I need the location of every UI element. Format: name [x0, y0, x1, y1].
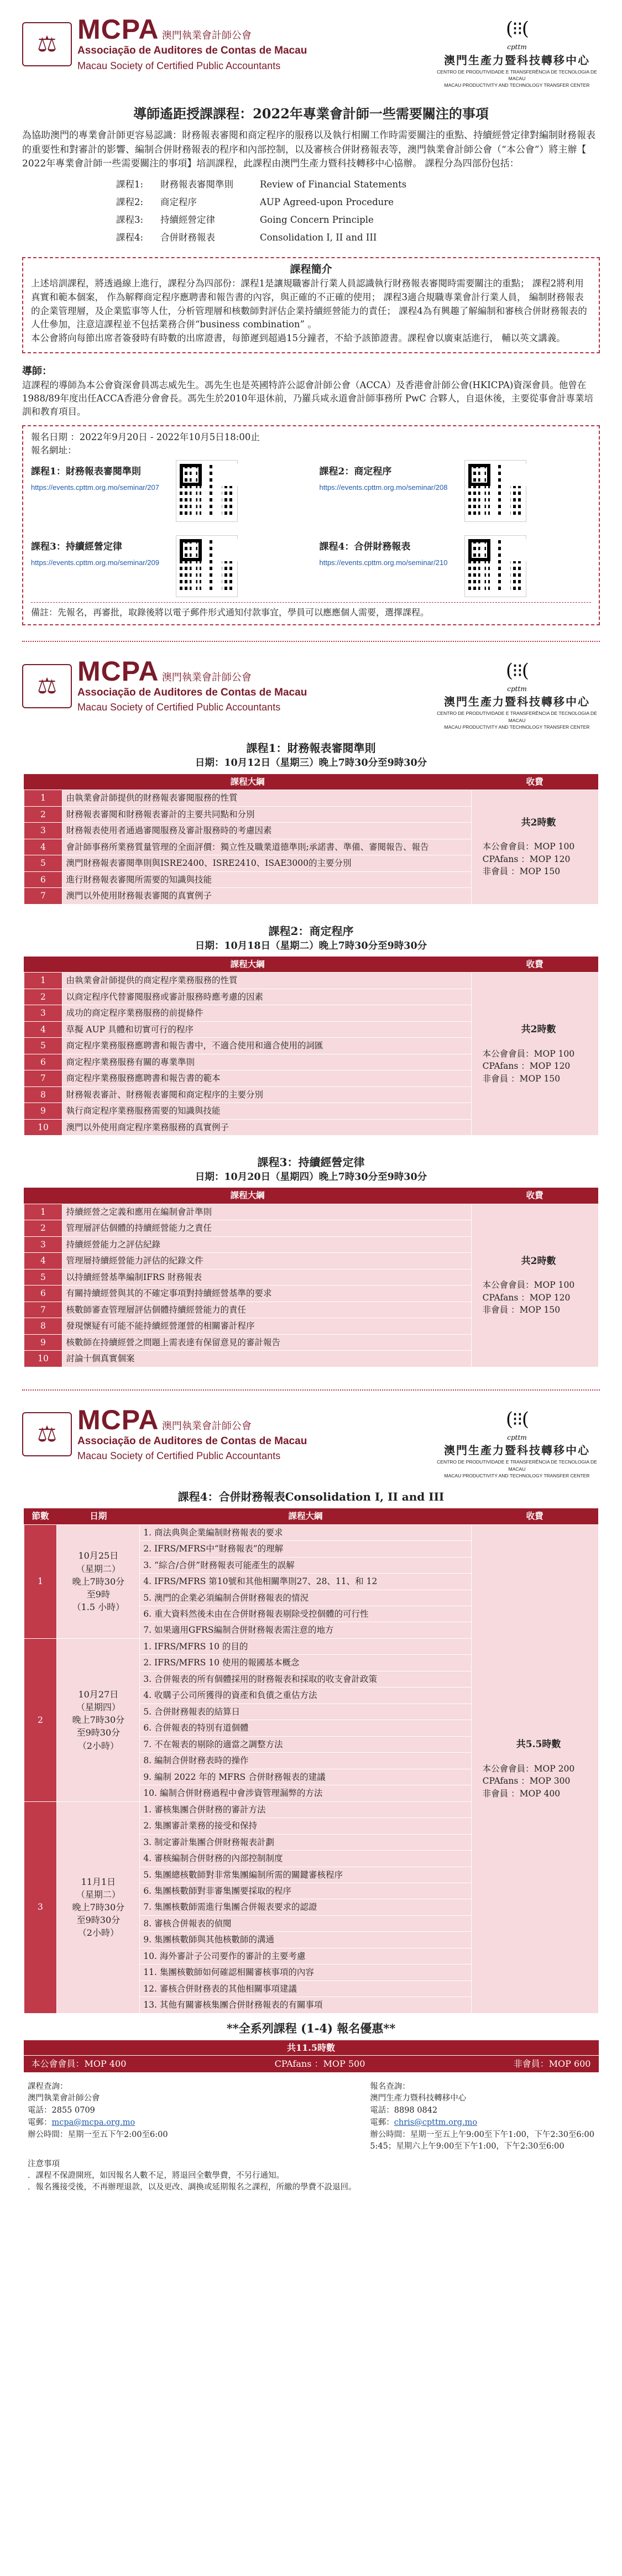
- table-row: 10. 海外審計子公司要作的審計的主要考慮: [24, 1948, 598, 1964]
- table-row: 7. 不在報表的剔除的適當之調整方法: [24, 1736, 598, 1752]
- table-row: 1 10月25日 （星期二） 晚上7時30分 至9時 （1.5 小時） 1. 商法典與企業編制財務報表的要求 共5.5時數 本公會會員：MOP 200 CPAfans ：MOP 300 非會員 ：MOP 400: [24, 1524, 598, 1540]
- overview-p2: 本公會將向每節出席者簽發時有時數的出席證書，每節遲到超過15分鐘者，不給予該節證書。課程會以廣東話進行， 輔以英文講義。: [31, 333, 566, 344]
- table-row: 5. 澳門的企業必須編制合併財務報表的情況: [24, 1590, 598, 1606]
- scales-icon: ⚖: [22, 1412, 72, 1456]
- reg-link-4[interactable]: https://events.cpttm.org.mo/seminar/210: [319, 558, 448, 567]
- remarks: 注意事項 ．課程不保證開班，如因報名人數不足，將退回全數學費，不另行通知。 ．報名獲接受後，不再辦理退款，以及更改、調換或延期報名之課程，所繳的學費不設退回。: [28, 2160, 357, 2192]
- email-link[interactable]: mcpa@mcpa.org.mo: [51, 2118, 135, 2127]
- table-row: 5 澳門財務報表審閱準則與ISRE2400、ISRE2410、ISAE3000的主要分別: [24, 855, 598, 871]
- qr-code-icon[interactable]: [176, 536, 237, 597]
- tutor-body: 這課程的導師為本公會資深會員馮志威先生。馮先生也是英國特許公認會計師公會（ACCA）及香港會計師公會(HKICPA)資深會員。他曾在1988/89年度出任ACCA香港分會會長。馮先生於2010年退休前，乃羅兵咸永道會計師事務所 PwC 合夥人，自退休後，主要從事會計專業培訓和教育項目。: [22, 379, 593, 417]
- table-row: 7 核數師審查管理層評估個體持續經營能力的責任: [24, 1302, 598, 1318]
- mcpa-en: Macau Society of Certified Public Accountants: [77, 60, 281, 71]
- course2-table: [24, 957, 599, 1136]
- table-row: 2 10月27日 （星期四） 晚上7時30分 至9時30分 （2小時） 1. IFRS/MFRS 10 的目的: [24, 1638, 598, 1654]
- table-row: 3. 制定審計集團合併財務報表計劃: [24, 1834, 598, 1850]
- table-row: 2 財務報表審閱和財務報表審計的主要共同點和分別: [24, 806, 598, 822]
- table-row: 6 有關持續經營與其的不確定事項對持續經營基準的要求: [24, 1286, 598, 1302]
- table-row: 8. 編制合併財務表時的操作: [24, 1753, 598, 1769]
- table-row: 2. 集團審計業務的接受和保持: [24, 1818, 598, 1834]
- contact-registration: 報名查詢： 澳門生產力暨科技轉移中心 電話：8898 0842 電郵：chris@cpttm.org.mo 辦公時間：星期一至五上午9:00至下午1:00，下午2:30至6:00 5:45；星期六上午9:00至下午1:00，下午2:30至6:00: [370, 2082, 594, 2151]
- table-row: 2 管理層評估個體的持續經營能力之責任: [24, 1220, 598, 1236]
- course-item: 課程1: 財務報表審閱準則 Review of Financial Statements: [116, 179, 407, 190]
- table-row: 4. 審核編制合併財務的內部控制制度: [24, 1851, 598, 1867]
- c4-header: 課程大綱: [140, 1508, 471, 1524]
- fee-cell: 共2時數 本公會會員：MOP 100 CPAfans ：MOP 120 非會員 ：MOP 150: [471, 973, 598, 1136]
- bundle-non: 非會員：MOP 600: [513, 2058, 591, 2070]
- course1-title: 課程1：財務報表審閱準則: [246, 741, 376, 755]
- header: [22, 0, 600, 89]
- table-row: 3. “綜合/合併”財務報表可能產生的誤解: [24, 1557, 598, 1573]
- course3-table: [24, 1188, 599, 1367]
- syllabus-header: 課程大綱: [24, 957, 471, 973]
- table-row: 9 核數師在持續經營之問題上需表達有保留意見的審計報告: [24, 1334, 598, 1350]
- table-row: 4 會計師事務所業務質量管理的全面評價：獨立性及職業道德準則;承諾書、準備、審閱報告、報告: [24, 839, 598, 855]
- intro-text: 為協助澳門的專業會計師更容易認識：財務報表審閱和商定程序的服務以及執行相關工作時需要關注的重點、持續經營定律對編制財務報表的重要性和對審計的影響、編制合併財務報表的程序和內部控制，以及審核合併財務報表等，澳門執業會計師公會（“本公會”）將主辦【 2022年專業會計師一些需要關注的事項】培訓課程，此課程由澳門生產力暨科技轉移中心協辦。 課程分為四部份包括：: [22, 130, 595, 170]
- table-row: 7. 集團核數師需進行集團合併報表要求的認證: [24, 1899, 598, 1915]
- course2-date: 日期：10月18日（星期二）晚上7時30分至9時30分: [195, 940, 427, 952]
- fee-cell: 共2時數 本公會會員：MOP 100 CPAfans ：MOP 120 非會員 ：MOP 150: [471, 790, 598, 904]
- table-row: 6. 重大資料然後未由在合併財務報表剔除受控個體的可行性: [24, 1606, 598, 1622]
- header-3: [22, 1391, 600, 1480]
- reg-link-2[interactable]: https://events.cpttm.org.mo/seminar/208: [319, 483, 448, 492]
- reg-link-1[interactable]: https://events.cpttm.org.mo/seminar/207: [31, 483, 159, 492]
- table-row: 8. 審核合併報表的偵閱: [24, 1915, 598, 1931]
- registration-box: [22, 425, 600, 625]
- fee-header: 收費: [471, 1188, 598, 1204]
- table-row: 10 討論十個真實個案: [24, 1351, 598, 1367]
- fee-cell: 共5.5時數 本公會會員：MOP 200 CPAfans ：MOP 300 非會員 ：MOP 400: [471, 1524, 598, 2013]
- table-row: 9. 集團核數師與其他核數師的溝通: [24, 1932, 598, 1948]
- c4-header: 節數: [24, 1508, 57, 1524]
- bundle-members: 本公會會員：MOP 400: [31, 2058, 127, 2070]
- table-row: 5 商定程序業務服務應聘書和報告書中，不適合使用和適合使用的詞匯: [24, 1038, 598, 1054]
- c4-header: 日期: [57, 1508, 140, 1524]
- page-title: 導師遙距授課課程：2022年專業會計師一些需要關注的事項: [133, 105, 489, 122]
- reg-note: 備註：先報名，再審批，取錄後將以電子郵件形式通知付款事宜，學員可以應應個人需要，選擇課程。: [31, 602, 591, 619]
- table-row: 2. IFRS/MFRS中“財務報表”的理解: [24, 1541, 598, 1557]
- table-row: 3 持續經營能力之評估紀錄: [24, 1236, 598, 1252]
- reg-course-3: 課程3：持續經營定律 https://events.cpttm.org.mo/seminar/209: [31, 536, 303, 597]
- fee-header: 收費: [471, 774, 598, 790]
- contact-section: [22, 2081, 600, 2154]
- fee-cell: 共2時數 本公會會員：MOP 100 CPAfans ：MOP 120 非會員 ：MOP 150: [471, 1204, 598, 1367]
- table-row: 4 管理層持續經營能力評估的紀錄文件: [24, 1253, 598, 1269]
- email-link[interactable]: chris@cpttm.org.mo: [394, 2118, 478, 2127]
- tutor-title: 導師：: [22, 365, 52, 377]
- table-row: 6 商定程序業務服務有關的專業準則: [24, 1054, 598, 1070]
- reg-link-label: 報名網址：: [31, 445, 77, 456]
- contact-enquiry: 課程查詢： 澳門執業會計師公會 電話：2855 0709 電郵：mcpa@mcpa.org.mo 辦公時間：星期一至五下午2:00至6:00: [28, 2082, 168, 2139]
- reg-link-3[interactable]: https://events.cpttm.org.mo/seminar/209: [31, 558, 159, 567]
- table-row: 9. 編制 2022 年的 MFRS 合併財務報表的建議: [24, 1769, 598, 1785]
- cpttm-mark: (⁝⁝( cpttm: [505, 18, 529, 51]
- table-row: 4. 收購子公司所獲得的資產和負債之重估方法: [24, 1687, 598, 1704]
- cpttm-zh: 澳門生產力暨科技轉移中心: [444, 53, 590, 67]
- tutor-section: [22, 364, 600, 419]
- mcpa-text: MCPA: [77, 14, 159, 45]
- mcpa-zh: 澳門執業會計師公會: [161, 30, 252, 41]
- course1-table: [24, 774, 599, 905]
- course3-title: 課程3：持續經營定律: [257, 1156, 365, 1169]
- bundle-fans: CPAfans ：MOP 500: [274, 2058, 365, 2070]
- table-row: 4 草擬 AUP 具體和切實可行的程序: [24, 1021, 598, 1037]
- course-item: 課程2: 商定程序 AUP Agreed-upon Procedure: [116, 197, 394, 208]
- bundle-bar: [24, 2040, 599, 2072]
- table-row: 6. 合併報表的特別有道個體: [24, 1720, 598, 1736]
- course4-title: 課程4：合併財務報表Consolidation I, II and III: [177, 1490, 445, 1504]
- table-row: 3 成功的商定程序業務服務的前提條件: [24, 1005, 598, 1021]
- table-row: 1 由執業會計師提供的財務報表審閱服務的性質 共2時數 本公會會員：MOP 100 CPAfans ：MOP 120 非會員 ：MOP 150: [24, 790, 598, 806]
- qr-code-icon[interactable]: [176, 461, 237, 521]
- course3-date: 日期：10月20日（星期四）晚上7時30分至9時30分: [195, 1172, 427, 1183]
- course-list: [116, 176, 600, 247]
- table-row: 3 財務報表使用者通過審閱服務及審計服務時的考慮因素: [24, 823, 598, 839]
- syllabus-header: 課程大綱: [24, 774, 471, 790]
- table-row: 5. 集團總核數師對非常集團編制所需的關鍵審核程序: [24, 1867, 598, 1883]
- table-row: 6. 集團核數師對非審集團要採取的程序: [24, 1883, 598, 1899]
- table-row: 7 商定程序業務服務應聘書和報告書的範本: [24, 1070, 598, 1086]
- overview-box: [22, 257, 600, 353]
- cpttm-pt: CENTRO DE PRODUTIVIDADE E TRANSFERÊNCIA DE TECNOLOGIA DE MACAU: [437, 69, 597, 81]
- table-row: 9 執行商定程序業務服務需要的知識與技能: [24, 1103, 598, 1119]
- header-2: [22, 642, 600, 731]
- mcpa-pt: Associação de Auditores de Contas de Macau: [77, 45, 307, 57]
- table-row: 7 澳門以外使用財務報表審閱的真實例子: [24, 888, 598, 904]
- cpttm-logo: (⁝⁝( cpttm 澳門生產力暨科技轉移中心 CENTRO DE PRODUTIVIDADE E TRANSFERÊNCIA DE TECNOLOGIA DE MACAU MACAU PRODUCTIVITY AND TECHNOLOGY TRANSFER CENTER: [437, 659, 597, 730]
- mcpa-logo: ⚖ MCPA 澳門執業會計師公會 Associação de Auditores de Contas de Macau Macau Society of Certified Public Accountants: [22, 1406, 307, 1464]
- table-row: 1 由執業會計師提供的商定程序業務服務的性質 共2時數 本公會會員：MOP 100 CPAfans ：MOP 120 非會員 ：MOP 150: [24, 973, 598, 989]
- scales-icon: ⚖: [22, 664, 72, 708]
- table-row: 8 發現懷疑有可能不能持續經營運營的相關審計程序: [24, 1318, 598, 1334]
- qr-code-icon[interactable]: [465, 536, 526, 597]
- bundle-title: **全系列課程 (1-4) 報名優惠**: [226, 2021, 396, 2035]
- c4-header: 收費: [471, 1508, 598, 1524]
- reg-course-4: 課程4：合併財務報表 https://events.cpttm.org.mo/seminar/210: [320, 536, 592, 597]
- cpttm-en: MACAU PRODUCTIVITY AND TECHNOLOGY TRANSFER CENTER: [444, 82, 590, 88]
- reg-course-2: 課程2：商定程序 https://events.cpttm.org.mo/seminar/208: [320, 461, 592, 521]
- cpttm-logo: (⁝⁝( cpttm 澳門生產力暨科技轉移中心 CENTRO DE PRODUTIVIDADE E TRANSFERÊNCIA DE TECNOLOGIA DE MACAU MACAU PRODUCTIVITY AND TECHNOLOGY TRANSFER CENTER: [437, 1408, 597, 1478]
- course2-title: 課程2：商定程序: [268, 924, 354, 938]
- bundle-total: 共11.5時數: [24, 2040, 599, 2056]
- course-item: 課程4: 合併財務報表 Consolidation I, II and III: [116, 232, 377, 243]
- table-row: 6 進行財務報表審閱所需要的知識與技能: [24, 871, 598, 887]
- table-row: 7. 如果適用GFRS編制合併財務報表需注意的地方: [24, 1622, 598, 1638]
- table-row: 10. 編制合併財務過程中會涉資管理漏弊的方法: [24, 1785, 598, 1801]
- course1-date: 日期：10月12日（星期三）晚上7時30分至9時30分: [195, 757, 427, 769]
- cpttm-logo: [434, 15, 600, 89]
- reg-period: 報名日期 ：2022年9月20日 - 2022年10月5日18:00止: [31, 431, 260, 442]
- course4-table: [24, 1508, 599, 2014]
- course-item: 課程3: 持續經營定律 Going Concern Principle: [116, 215, 374, 226]
- reg-course-1: 課程1：財務報表審閱準則 https://events.cpttm.org.mo/seminar/207: [31, 461, 303, 521]
- overview-title: 課程簡介: [290, 263, 332, 275]
- table-row: 8 財務報表審計、財務報表審閱和商定程序的主要分別: [24, 1086, 598, 1102]
- table-row: 11. 集團核數師如何確認相關審核事項的內容: [24, 1964, 598, 1981]
- overview-p1: 上述培訓課程，將透過線上進行，課程分為四部份：課程1是讓規職審計行業人員認識執行財務報表審閱時需要關注的重點； 課程2將利用真實和範本個案， 作為解釋商定程序應聘書和報告書的內容，與正確的不正確的使用； 課程3適合規職專業會計行業人員， 編制財務報表的企業管理層，及企業監事等人仕，分析管理層和核數師對評估企業持續經營能力的責任； 課程4為有興趣了解編制和審核合併財務報表的人仕參加，注意這課程並不包括業務合併“business combination” 。: [31, 278, 587, 330]
- scales-icon: ⚖: [22, 22, 72, 66]
- qr-code-icon[interactable]: [465, 461, 526, 521]
- table-row: 2 以商定程序代替審閱服務或審計服務時應考慮的因素: [24, 989, 598, 1005]
- mcpa-logo: ⚖ MCPA 澳門執業會計師公會 Associação de Auditores de Contas de Macau Macau Society of Certified Public Accountants: [22, 657, 307, 715]
- table-row: 1 持續經營之定義和應用在編制會計準則 共2時數 本公會會員：MOP 100 CPAfans ：MOP 120 非會員 ：MOP 150: [24, 1204, 598, 1220]
- table-row: 3. 合併報表的所有個體採用的財務報表和採取的收支會計政策: [24, 1671, 598, 1687]
- table-row: 4. IFRS/MFRS 第10號和其他相關準則27、28、11、和 12: [24, 1574, 598, 1590]
- table-row: 5. 合併財務報表的結算日: [24, 1704, 598, 1720]
- fee-header: 收費: [471, 957, 598, 973]
- table-row: 10 澳門以外使用商定程序業務服務的真實例子: [24, 1119, 598, 1135]
- table-row: 5 以持續經營基準編制IFRS 財務報表: [24, 1269, 598, 1285]
- table-row: 13. 其他有關審核集團合併財務報表的有關事項: [24, 1997, 598, 2013]
- table-row: 2. IFRS/MFRS 10 使用的報國基本概念: [24, 1655, 598, 1671]
- table-row: 3 11月1日 （星期二） 晚上7時30分 至9時30分 （2小時） 1. 審核集團合併財務的審計方法: [24, 1801, 598, 1817]
- mcpa-logo: [22, 15, 307, 73]
- syllabus-header: 課程大綱: [24, 1188, 471, 1204]
- table-row: 12. 審核合併財務表的其他相關事項建議: [24, 1981, 598, 1997]
